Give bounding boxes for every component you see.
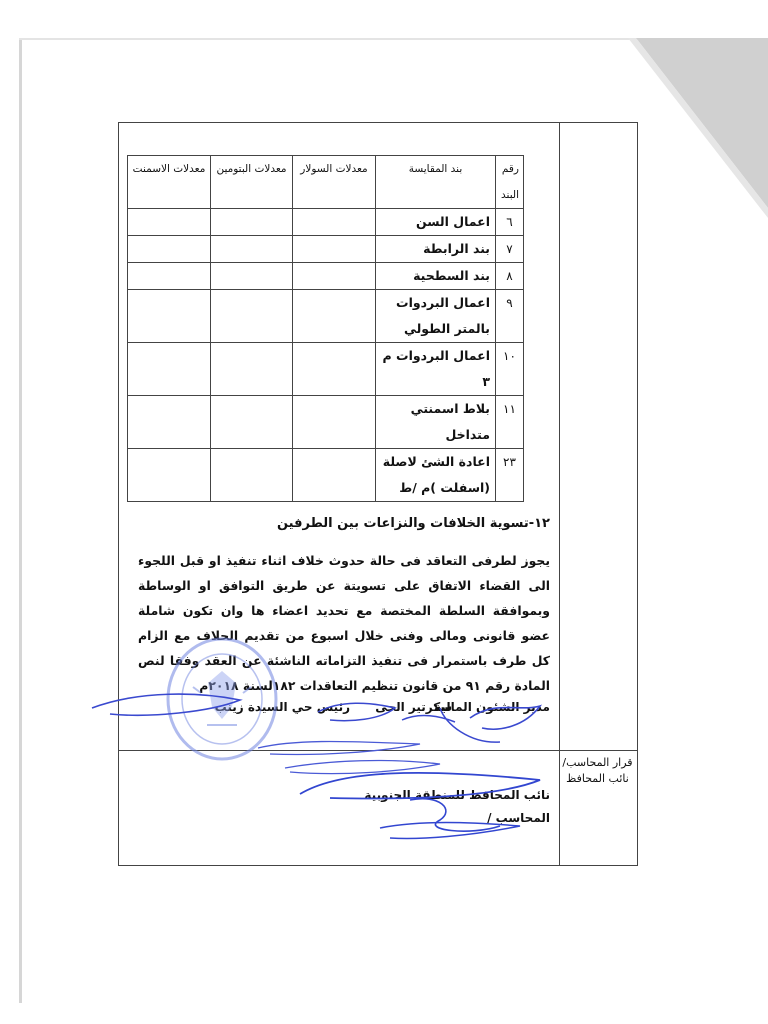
row-item: بلاط اسمنتي متداخل (376, 396, 496, 449)
official-seal-stamp (163, 635, 281, 763)
page-fold-shadow (628, 38, 768, 218)
decision-column (559, 123, 637, 865)
row-number: ٢٣ (496, 449, 524, 502)
row-number: ٩ (496, 290, 524, 343)
row-number: ١١ (496, 396, 524, 449)
table-row (128, 236, 524, 263)
row-item: بند السطحية (376, 263, 496, 290)
row-number: ٨ (496, 263, 524, 290)
scan-edge-top (19, 38, 639, 40)
table-row (128, 209, 524, 236)
rates-table (127, 155, 524, 502)
signature-district-head: رئيس حي السيدة زينب (214, 700, 350, 714)
document-frame (118, 122, 638, 866)
row-item: اعادة الشئ لاصلة (اسفلت )م /ط (376, 449, 496, 502)
table-row (128, 343, 524, 396)
table-row (128, 263, 524, 290)
header-cement: معدلات الاسمنت (128, 156, 211, 209)
section-title: ١٢-تسوية الخلافات والنزاعات بين الطرفين (276, 516, 550, 531)
table-header-row (128, 156, 524, 209)
header-number: رقم البند (496, 156, 524, 209)
scan-edge (19, 38, 22, 1003)
row-number: ١٠ (496, 343, 524, 396)
row-item: اعمال البردوات م ٣ (376, 343, 496, 396)
row-number: ٧ (496, 236, 524, 263)
row-item: بند الرابطة (376, 236, 496, 263)
header-bitumen: معدلات البتومين (211, 156, 293, 209)
signature-district-secretary: سكرتير الحى (375, 700, 452, 714)
row-item: اعمال البردوات بالمتر الطولي (376, 290, 496, 343)
header-item: بند المقايسة (376, 156, 496, 209)
table-row (128, 449, 524, 502)
decision-label: قرار المحاسب/نائب المحافظ (562, 756, 633, 785)
row-item: اعمال السن (376, 209, 496, 236)
table-row (128, 396, 524, 449)
header-solar: معدلات السولار (293, 156, 376, 209)
accountant-label: المحاسب / (487, 811, 550, 825)
signature-finance-director: مدير الشئون المالية (433, 700, 550, 714)
section-body: يجوز لطرفى التعاقد فى حالة حدوث خلاف اثناء تنفيذ او قبل اللجوء الى القضاء الاتفاق على تسويتة عن طريق التوافق او الوساطة وبموافقة السلطة المختصة مع تحديد اعضاء ها وان تكون شاملة عضو قانونى ومالى وفنى خلال اسبوع من تقديم الحلاف مع الزام كل طرف باستمرار فى تنفيذ التزاماته الناشئة عن العقد وفقا لنص المادة رقم ٩١ من قانون تنظيم التعاقدات ١٨٢لسنة ٢٠١٨م (138, 553, 550, 693)
assistant-governor-label: نائب المحافظ للمنطقة الجنوبية (364, 788, 550, 802)
table-row (128, 290, 524, 343)
row-number: ٦ (496, 209, 524, 236)
